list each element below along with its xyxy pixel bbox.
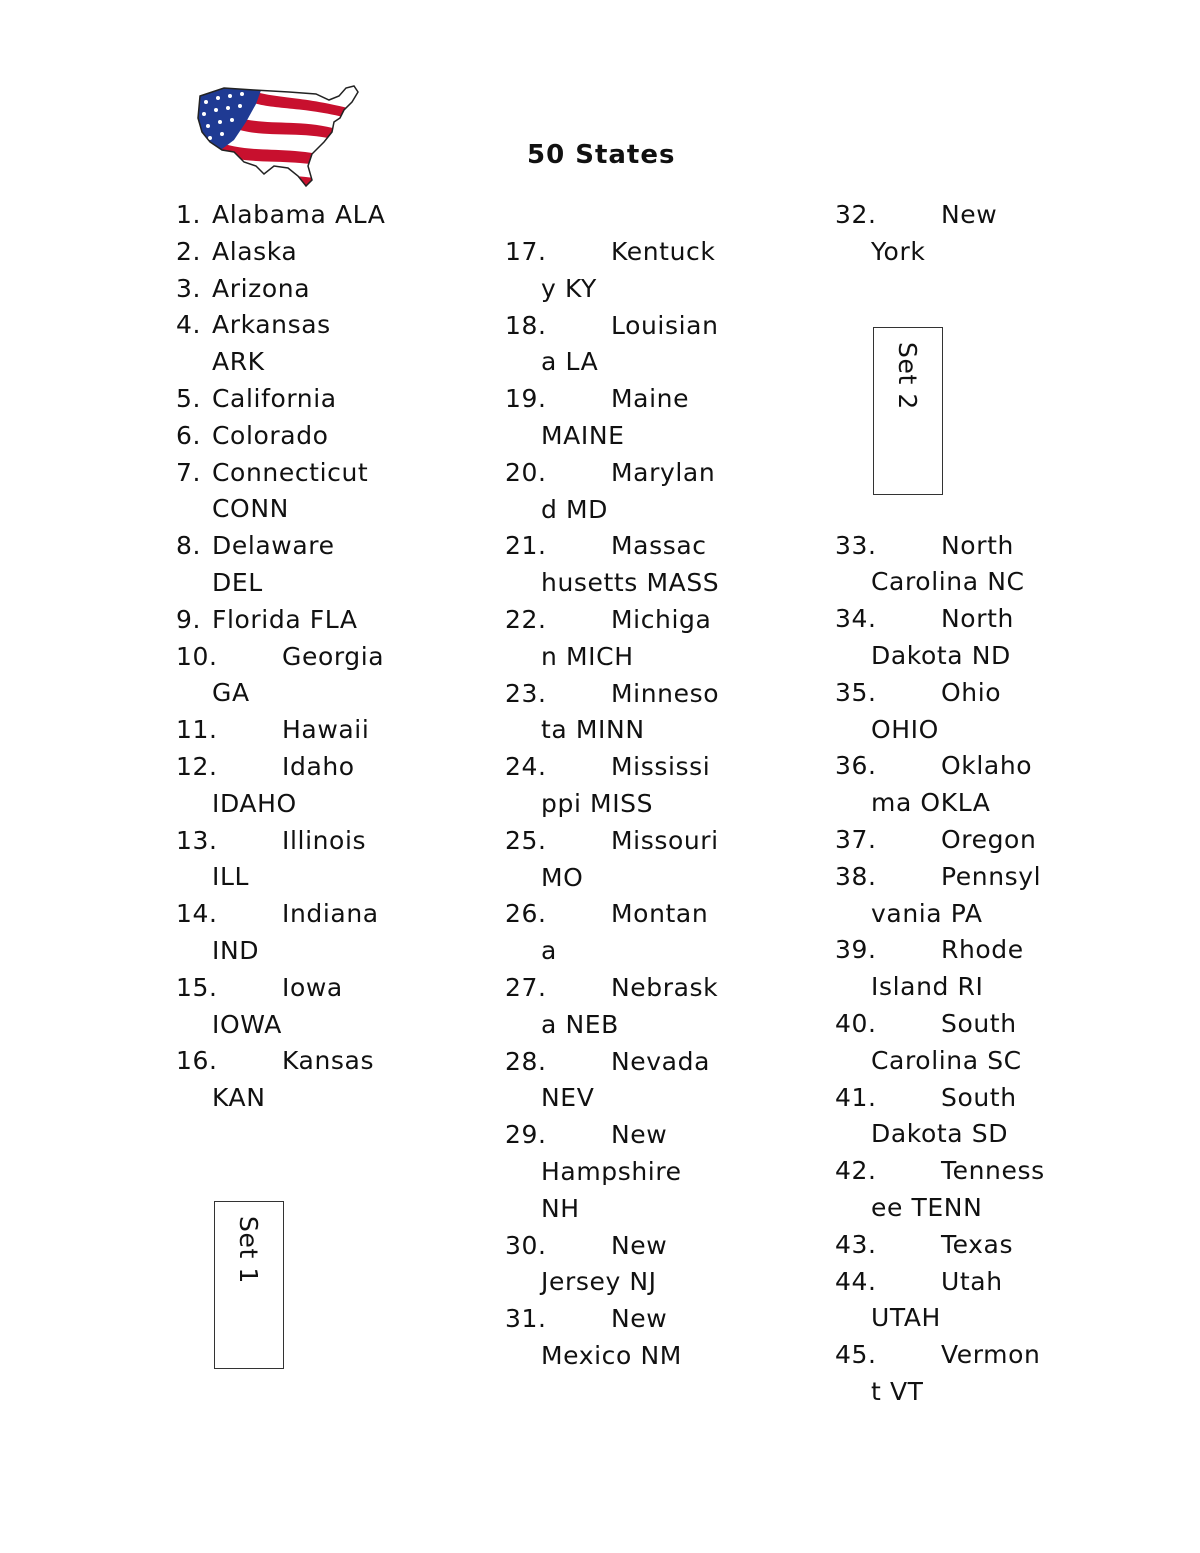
state-number: 15. [176, 972, 218, 1002]
state-number: 6. [176, 420, 202, 450]
state-entry-continuation: MO [541, 862, 584, 892]
state-name: Louisian [611, 310, 719, 340]
state-name: Vermon [941, 1340, 1041, 1370]
state-name: South [941, 1008, 1017, 1038]
state-name: Hawaii [282, 715, 370, 745]
state-number: 33. [835, 530, 877, 560]
state-number: 18. [505, 310, 547, 340]
state-number: 30. [505, 1230, 547, 1260]
state-name: Michiga [611, 604, 712, 634]
state-entry-continuation: n MICH [541, 641, 634, 671]
state-name: Ohio [941, 677, 1002, 707]
state-name: Oregon [941, 824, 1037, 854]
state-entry [835, 748, 1045, 785]
state-name: South [941, 1082, 1017, 1112]
set-2-box [873, 327, 943, 495]
state-name: Rhode [941, 935, 1024, 965]
state-name: Texas [941, 1229, 1014, 1259]
state-number: 20. [505, 457, 547, 487]
states-column-2 [505, 234, 719, 1375]
state-entry [835, 528, 1045, 565]
state-entry-continuation: a [541, 936, 557, 966]
set-2-label: Set 2 [893, 342, 922, 410]
state-name: Utah [941, 1266, 1003, 1296]
state-entry [176, 970, 385, 1007]
state-name: New [941, 200, 998, 229]
state-entry [176, 381, 385, 418]
state-name: Illinois [282, 825, 367, 855]
state-number: 25. [505, 825, 547, 855]
state-number: 5. [176, 383, 202, 413]
state-entry-continuation: NEV [541, 1083, 595, 1113]
state-entry-continuation: husetts MASS [541, 568, 720, 598]
usa-flag-map-icon [194, 82, 362, 188]
state-name: Iowa [282, 972, 343, 1002]
state-name: Connecticut [212, 457, 369, 487]
state-entry [835, 932, 1045, 969]
state-number: 22. [505, 604, 547, 634]
state-entry [176, 528, 385, 565]
state-number: 42. [835, 1156, 877, 1186]
state-entry [505, 1228, 719, 1265]
state-entry [505, 749, 719, 786]
state-number: 13. [176, 825, 218, 855]
states-column-1 [176, 197, 385, 1117]
state-entry-continuation: Mexico NM [541, 1340, 682, 1370]
state-name: Tenness [941, 1156, 1045, 1186]
state-entry [505, 234, 719, 271]
state-name: Georgia [282, 641, 385, 671]
state-number: 41. [835, 1082, 877, 1112]
state-entry [835, 1264, 1045, 1301]
state-name: Maine [611, 384, 690, 414]
state-number: 24. [505, 752, 547, 782]
state-entry [835, 1337, 1045, 1374]
state-number: 35. [835, 677, 877, 707]
state-entry-continuation: ee TENN [871, 1192, 983, 1222]
state-entry-continuation: ta MINN [541, 715, 645, 745]
state-number: 34. [835, 604, 877, 634]
state-number: 23. [505, 678, 547, 708]
state-name: Oklaho [941, 751, 1033, 781]
state-entry-continuation: ILL [212, 862, 250, 892]
state-entry-continuation: Hampshire [541, 1156, 682, 1186]
state-name: New [611, 1304, 668, 1334]
state-entry-continuation: a NEB [541, 1009, 619, 1039]
state-entry [835, 601, 1045, 638]
set-1-box [214, 1201, 284, 1369]
state-number: 14. [176, 899, 218, 929]
state-entry-continuation: Dakota SD [871, 1119, 1009, 1149]
state-number: 45. [835, 1340, 877, 1370]
state-entry-continuation: t VT [871, 1376, 924, 1406]
state-name: Nebrask [611, 972, 719, 1002]
state-entry-continuation: York [871, 236, 926, 266]
state-entry [176, 197, 385, 234]
state-entry-continuation: Island RI [871, 972, 984, 1002]
state-name: Idaho [282, 751, 355, 781]
state-name: Massac [611, 531, 707, 561]
state-name: Alaska [212, 236, 298, 266]
state-entry [176, 234, 385, 271]
state-name: Arkansas [212, 310, 331, 340]
state-number: 4. [176, 310, 202, 340]
state-entry [505, 676, 719, 713]
state-entry [835, 1227, 1045, 1264]
state-entry-continuation: CONN [212, 494, 289, 524]
state-entry-continuation: IOWA [212, 1009, 282, 1039]
state-entry [835, 1080, 1045, 1117]
state-name: North [941, 530, 1014, 560]
state-entry [835, 197, 1045, 234]
state-entry-continuation: NH [541, 1193, 580, 1223]
states-column-3-rest [835, 528, 1045, 1411]
state-number: 2. [176, 236, 202, 266]
page-title: 50 States [527, 140, 676, 170]
state-number: 16. [176, 1046, 218, 1076]
state-entry [505, 1044, 719, 1081]
states-column-3-top [835, 197, 1045, 271]
state-entry [505, 528, 719, 565]
state-entry-continuation: a LA [541, 347, 599, 377]
state-name: Minneso [611, 678, 720, 708]
state-number: 29. [505, 1120, 547, 1150]
state-entry [176, 712, 385, 749]
state-entry-continuation: vania PA [871, 898, 983, 928]
state-name: Indiana [282, 899, 379, 929]
state-name: California [212, 383, 337, 413]
state-number: 32. [835, 200, 877, 229]
state-number: 17. [505, 237, 547, 266]
state-entry [505, 896, 719, 933]
state-number: 40. [835, 1008, 877, 1038]
state-entry-continuation: UTAH [871, 1303, 941, 1333]
state-entry [176, 307, 385, 344]
state-name: Florida FLA [212, 604, 358, 634]
state-entry [176, 602, 385, 639]
state-entry-continuation: d MD [541, 494, 609, 524]
state-entry [176, 271, 385, 308]
state-entry [505, 308, 719, 345]
state-number: 37. [835, 824, 877, 854]
state-number: 36. [835, 751, 877, 781]
state-entry [505, 455, 719, 492]
state-entry-continuation: ma OKLA [871, 788, 991, 818]
state-entry [176, 749, 385, 786]
state-number: 9. [176, 604, 202, 634]
state-number: 44. [835, 1266, 877, 1296]
state-name: Kansas [282, 1046, 375, 1076]
state-entry [835, 675, 1045, 712]
state-number: 43. [835, 1229, 877, 1259]
state-name: New [611, 1120, 668, 1150]
state-entry [505, 381, 719, 418]
state-entry [835, 822, 1045, 859]
state-name: Delaware [212, 531, 335, 561]
state-number: 1. [176, 200, 202, 229]
state-entry [176, 896, 385, 933]
state-entry-continuation: ARK [212, 347, 265, 377]
state-number: 27. [505, 972, 547, 1002]
state-number: 19. [505, 384, 547, 414]
state-entry-continuation: Carolina SC [871, 1045, 1022, 1075]
state-number: 7. [176, 457, 202, 487]
state-entry [505, 602, 719, 639]
state-name: Colorado [212, 420, 329, 450]
state-name: Alabama ALA [212, 200, 386, 229]
state-entry-continuation: Jersey NJ [541, 1267, 657, 1297]
state-number: 10. [176, 641, 218, 671]
state-entry [505, 1117, 719, 1154]
state-number: 38. [835, 861, 877, 891]
state-number: 26. [505, 899, 547, 929]
state-entry [835, 1006, 1045, 1043]
state-entry-continuation: KAN [212, 1083, 266, 1113]
state-name: Montan [611, 899, 709, 929]
state-number: 21. [505, 531, 547, 561]
state-entry [176, 823, 385, 860]
state-entry-continuation: GA [212, 678, 250, 708]
state-name: New [611, 1230, 668, 1260]
state-entry-continuation: Carolina NC [871, 567, 1025, 597]
state-entry [835, 859, 1045, 896]
state-entry-continuation: IDAHO [212, 788, 297, 818]
state-number: 11. [176, 715, 218, 745]
state-entry [176, 639, 385, 676]
state-name: Kentuck [611, 237, 716, 266]
state-number: 39. [835, 935, 877, 965]
state-name: Arizona [212, 273, 311, 303]
state-entry-continuation: OHIO [871, 714, 939, 744]
state-entry-continuation: y KY [541, 273, 597, 303]
state-number: 12. [176, 751, 218, 781]
state-number: 28. [505, 1046, 547, 1076]
state-name: Missouri [611, 825, 719, 855]
state-entry [176, 1043, 385, 1080]
state-number: 31. [505, 1304, 547, 1334]
state-entry [505, 823, 719, 860]
state-name: Mississi [611, 752, 711, 782]
state-entry-continuation: Dakota ND [871, 640, 1011, 670]
state-name: Marylan [611, 457, 716, 487]
state-entry [176, 455, 385, 492]
state-number: 3. [176, 273, 202, 303]
set-1-label: Set 1 [234, 1216, 263, 1284]
state-entry-continuation: IND [212, 935, 260, 965]
state-entry [505, 970, 719, 1007]
state-name: Pennsyl [941, 861, 1042, 891]
state-entry [176, 418, 385, 455]
state-name: Nevada [611, 1046, 710, 1076]
state-name: North [941, 604, 1014, 634]
state-entry-continuation: DEL [212, 567, 263, 597]
state-entry-continuation: ppi MISS [541, 788, 654, 818]
state-entry [835, 1153, 1045, 1190]
state-entry [505, 1301, 719, 1338]
state-entry-continuation: MAINE [541, 420, 625, 450]
state-number: 8. [176, 531, 202, 561]
